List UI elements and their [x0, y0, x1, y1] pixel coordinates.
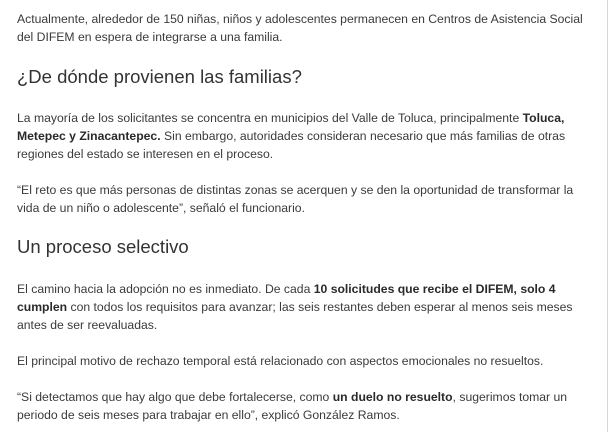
paragraph-selection-text-end: con todos los requisitos para avanzar; las seis restantes deben esperar al menos seis meses antes de ser reevaluadas.: [17, 300, 573, 332]
paragraph-quote-grief-bold: un duelo no resuelto: [332, 390, 453, 404]
paragraph-intro: Actualmente, alrededor de 150 niñas, niños y adolescentes permanecen en Centros de Asistencia Social del DIFEM en espera de integrarse a una familia.: [17, 12, 583, 44]
paragraph-selection-bold: 10 solicitudes que recibe el DIFEM, solo 4 cumplen: [17, 282, 556, 314]
paragraph-applicants-text-end: Sin embargo, autoridades consideran necesario que más familias de otras regiones del estado se interesen en el proceso.: [17, 129, 566, 161]
section-heading-families: ¿De dónde provienen las familias?: [17, 66, 302, 87]
paragraph-rejection: El principal motivo de rechazo temporal está relacionado con aspectos emocionales no resueltos.: [17, 354, 544, 368]
paragraph-applicants-text: La mayoría de los solicitantes se concentra en municipios del Valle de Toluca, principalmente: [17, 111, 523, 125]
paragraph-quote-grief: [17, 388, 593, 424]
paragraph-selection: [17, 280, 593, 334]
paragraph-quote-grief-text-end: , sugerimos tomar un periodo de seis meses para trabajar en ello”, explicó González Ramos.: [17, 390, 568, 422]
section-heading-process: Un proceso selectivo: [17, 236, 189, 257]
paragraph-quote-challenge: “El reto es que más personas de distintas zonas se acerquen y se den la oportunidad de transformar la vida de un niño o adolescente”, señaló el funcionario.: [17, 183, 574, 215]
paragraph-applicants-bold: Toluca, Metepec y Zinacantepec.: [17, 111, 565, 143]
paragraph-selection-text: El camino hacia la adopción no es inmediato. De cada: [17, 282, 314, 296]
paragraph-applicants: [17, 109, 593, 163]
paragraph-quote-grief-text: “Si detectamos que hay algo que debe fortalecerse, como: [17, 390, 333, 404]
